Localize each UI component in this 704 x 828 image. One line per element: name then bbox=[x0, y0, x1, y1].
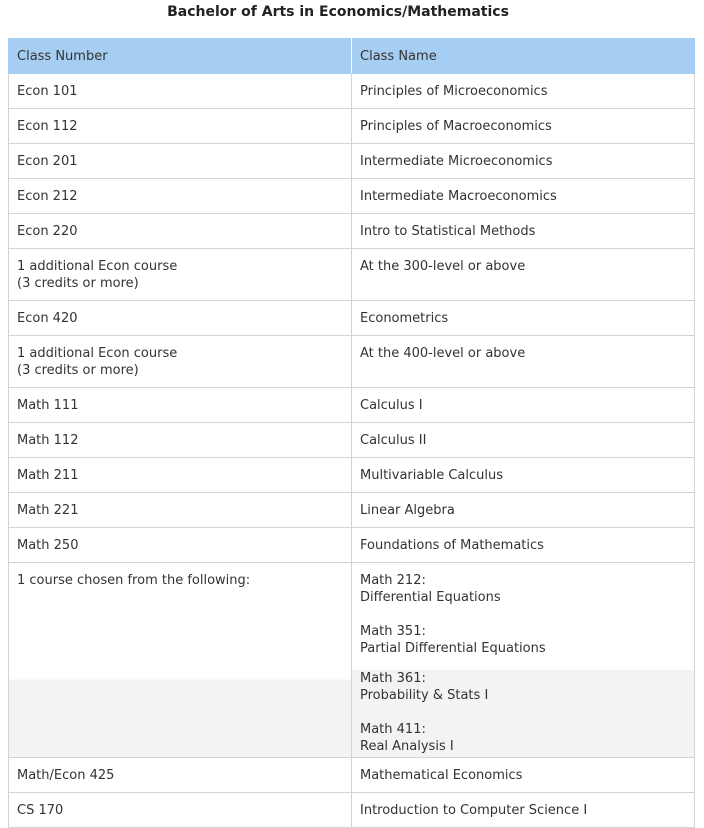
class-name-cell bbox=[352, 179, 695, 214]
table-row bbox=[9, 423, 695, 458]
table-row bbox=[9, 214, 695, 249]
table-row bbox=[9, 301, 695, 336]
class-number-cell bbox=[9, 336, 352, 388]
class-number-cell bbox=[9, 528, 352, 563]
class-number-note: (3 credits or more) bbox=[17, 276, 139, 291]
class-name: Foundations of Mathematics bbox=[360, 538, 544, 553]
class-name: Mathematical Economics bbox=[360, 768, 523, 783]
class-name-cell bbox=[352, 249, 695, 301]
class-number: Econ 112 bbox=[17, 119, 78, 134]
class-name: Intermediate Microeconomics bbox=[360, 154, 553, 169]
degree-requirements-table bbox=[8, 38, 695, 828]
class-number-cell bbox=[9, 458, 352, 493]
choice-instruction-cell bbox=[9, 563, 352, 758]
class-name: Calculus I bbox=[360, 398, 423, 413]
class-number: Math 211 bbox=[17, 468, 79, 483]
class-number-cell bbox=[9, 423, 352, 458]
class-number-cell bbox=[9, 301, 352, 336]
class-name: Intermediate Macroeconomics bbox=[360, 189, 557, 204]
table-row bbox=[9, 336, 695, 388]
class-name-cell bbox=[352, 144, 695, 179]
class-name-cell bbox=[352, 74, 695, 109]
class-name: Principles of Macroeconomics bbox=[360, 119, 552, 134]
class-number-cell bbox=[9, 74, 352, 109]
class-number-cell bbox=[9, 109, 352, 144]
class-name-cell bbox=[352, 458, 695, 493]
degree-requirements-table-container bbox=[8, 38, 694, 828]
table-row bbox=[9, 388, 695, 423]
table-header-row bbox=[9, 39, 695, 74]
class-name-cell bbox=[352, 301, 695, 336]
class-name-cell bbox=[352, 423, 695, 458]
class-number: Math 250 bbox=[17, 538, 79, 553]
class-number: Math/Econ 425 bbox=[17, 768, 115, 783]
class-number-cell bbox=[9, 793, 352, 828]
choice-options-cell bbox=[352, 563, 695, 758]
page-title: Bachelor of Arts in Economics/Mathematics bbox=[167, 4, 509, 20]
class-number: Econ 201 bbox=[17, 154, 78, 169]
class-name: Multivariable Calculus bbox=[360, 468, 504, 483]
table-row bbox=[9, 249, 695, 301]
class-name: Linear Algebra bbox=[360, 503, 455, 518]
course-option bbox=[360, 572, 686, 606]
class-number: Math 221 bbox=[17, 503, 79, 518]
class-name: Calculus II bbox=[360, 433, 427, 448]
class-number: CS 170 bbox=[17, 803, 64, 818]
course-option-title: Probability & Stats I bbox=[360, 688, 489, 703]
choice-options-top bbox=[352, 563, 694, 670]
class-name-cell bbox=[352, 336, 695, 388]
class-number: 1 additional Econ course bbox=[17, 259, 178, 274]
class-name-cell bbox=[352, 493, 695, 528]
course-option-code: Math 351: bbox=[360, 624, 426, 639]
table-row bbox=[9, 758, 695, 793]
table-row bbox=[9, 528, 695, 563]
class-name: Econometrics bbox=[360, 311, 449, 326]
table-row bbox=[9, 74, 695, 109]
option-spacer bbox=[360, 704, 686, 721]
course-option bbox=[360, 623, 686, 657]
header-class-number: Class Number bbox=[9, 39, 352, 74]
class-number-cell bbox=[9, 179, 352, 214]
class-number: Econ 101 bbox=[17, 84, 78, 99]
class-number: Math 111 bbox=[17, 398, 79, 413]
class-name: At the 400-level or above bbox=[360, 346, 526, 361]
table-row bbox=[9, 458, 695, 493]
class-name: Principles of Microeconomics bbox=[360, 84, 548, 99]
class-number-cell bbox=[9, 493, 352, 528]
class-number-cell bbox=[9, 249, 352, 301]
class-name-cell bbox=[352, 214, 695, 249]
table-row bbox=[9, 793, 695, 828]
class-name: At the 300-level or above bbox=[360, 259, 526, 274]
choice-instruction: 1 course chosen from the following: bbox=[17, 573, 251, 588]
table-row bbox=[9, 144, 695, 179]
course-option-title: Differential Equations bbox=[360, 590, 501, 605]
option-spacer bbox=[360, 606, 686, 623]
class-number: 1 additional Econ course bbox=[17, 346, 178, 361]
class-number-cell bbox=[9, 214, 352, 249]
course-option-title: Real Analysis I bbox=[360, 739, 454, 754]
class-name-cell bbox=[352, 793, 695, 828]
class-name-cell bbox=[352, 388, 695, 423]
table-row bbox=[9, 179, 695, 214]
course-option-code: Math 212: bbox=[360, 573, 426, 588]
class-number-cell bbox=[9, 388, 352, 423]
course-option-code: Math 361: bbox=[360, 671, 426, 686]
choice-table-row bbox=[9, 563, 695, 758]
table-row bbox=[9, 109, 695, 144]
course-option-title: Partial Differential Equations bbox=[360, 641, 546, 656]
class-number: Econ 212 bbox=[17, 189, 78, 204]
course-option bbox=[360, 670, 686, 704]
class-name-cell bbox=[352, 109, 695, 144]
header-class-name: Class Name bbox=[352, 39, 695, 74]
class-number-cell bbox=[9, 144, 352, 179]
class-name-cell bbox=[352, 528, 695, 563]
course-option-code: Math 411: bbox=[360, 722, 426, 737]
class-name-cell bbox=[352, 758, 695, 793]
choice-options-bottom bbox=[352, 670, 694, 757]
class-name: Introduction to Computer Science I bbox=[360, 803, 588, 818]
class-number: Econ 220 bbox=[17, 224, 78, 239]
table-row bbox=[9, 493, 695, 528]
class-number-cell bbox=[9, 758, 352, 793]
class-name: Intro to Statistical Methods bbox=[360, 224, 536, 239]
class-number: Econ 420 bbox=[17, 311, 78, 326]
course-option bbox=[360, 721, 686, 755]
class-number-note: (3 credits or more) bbox=[17, 363, 139, 378]
class-number: Math 112 bbox=[17, 433, 79, 448]
